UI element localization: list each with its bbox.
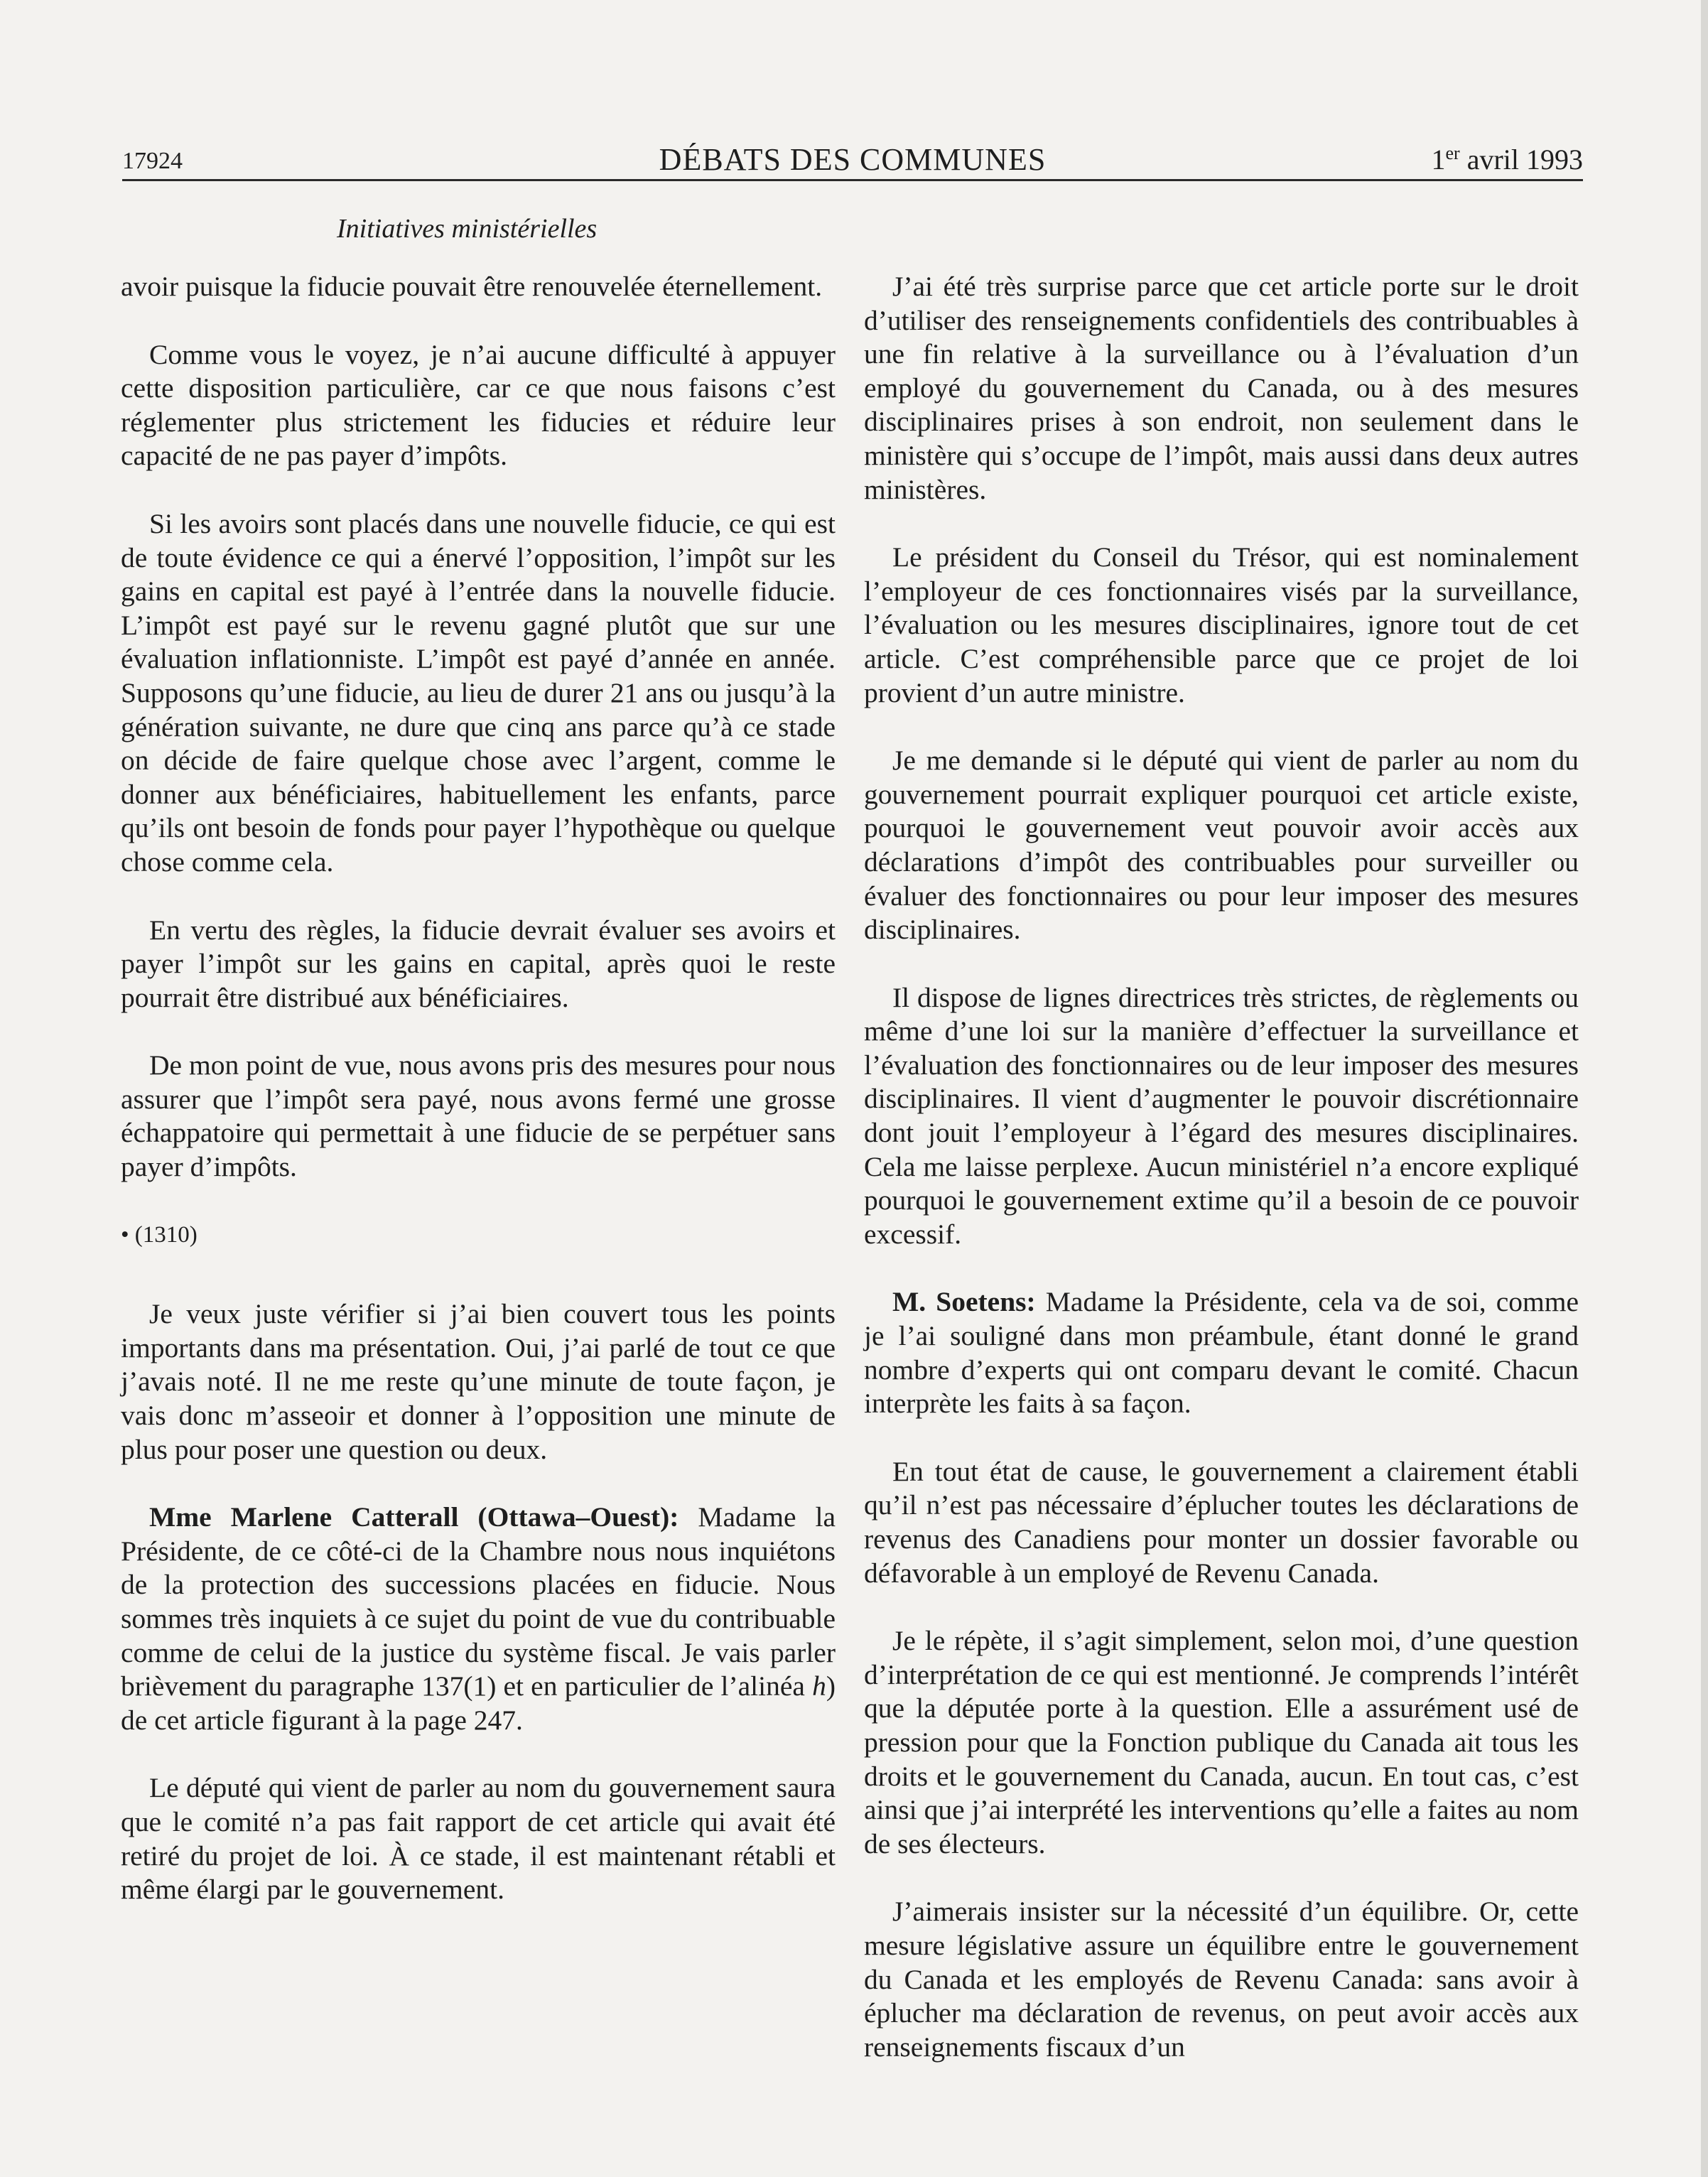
paragraph: Il dispose de lignes directrices très strictes, de règlements ou même d’une loi sur la manière d’effectuer la surveillance et l’évaluation des fonctionnaires ou de leur imposer des mesures disciplinaires. Il vient d’augmenter le pouvoir discrétionnaire dont jouit l’employeur à l’égard des mesures disciplinaires. Cela me laisse perplexe. Aucun ministériel n’a encore expliqué pourquoi le gouvernement extime qu’il a besoin de ce pouvoir excessif. [864, 981, 1579, 1250]
paragraph: J’aimerais insister sur la nécessité d’un équilibre. Or, cette mesure législative assure un équilibre entre le gouvernement du Canada et les employés de Revenu Canada: sans avoir à éplucher ma déclaration de revenus, on peut avoir accès aux renseignements fiscaux d’un [864, 1896, 1579, 2063]
page-number: 17924 [122, 148, 183, 174]
paragraph: Je veux juste vérifier si j’ai bien couvert tous les points importants dans ma présentation. Oui, j’ai parlé de tout ce que j’avais noté. Il ne me reste qu’une minute de toute façon, je vais donc m’asseoir et donner à l’opposition une minute de plus pour poser une question ou deux. [121, 1298, 836, 1465]
speaker-paragraph [121, 1501, 836, 1737]
paragraph: Je le répète, il s’agit simplement, selon moi, d’une question d’interprétation de ce qui est mentionné. Je comprends l’intérêt que la députée porte à la question. Elle a assurément usé de pression pour que la Fonction publique du Canada ait tous les droits et le gouvernement du Canada, aucun. En tout cas, c’est ainsi que j’ai interprété les interventions qu’elle a faites au nom de ses électeurs. [864, 1625, 1579, 1859]
speaker-paragraph [864, 1285, 1579, 1420]
page-header [122, 134, 1583, 181]
left-column [121, 270, 836, 1941]
speech-text: Madame la Présidente, cela va de soi, comme je l’ai souligné dans mon préambule, étant donné le grand nombre d’experts qui ont comparu devant le comité. Chacun interprète les faits à sa façon. [864, 1286, 1579, 1420]
right-column [864, 270, 1579, 2098]
paragraph: Le président du Conseil du Trésor, qui est nominalement l’employeur de ces fonctionnaires visés par la surveillance, l’évaluation ou les mesures disciplinaires, ignore tout de cet article. C’est compréhensible parce que ce projet de loi provient d’un autre ministre. [864, 541, 1579, 708]
paragraph: En vertu des règles, la fiducie devrait évaluer ses avoirs et payer l’impôt sur les gains en capital, après quoi le reste pourrait être distribué aux bénéficiaires. [121, 914, 836, 1013]
paragraph: Comme vous le voyez, je n’ai aucune difficulté à appuyer cette disposition particulière, car ce que nous faisons c’est réglementer plus strictement les fiducies et réduire leur capacité de ne pas payer d’impôts. [121, 338, 836, 472]
scan-edge [1701, 0, 1708, 2177]
paragraph: En tout état de cause, le gouvernement a clairement établi qu’il n’est pas nécessaire d’éplucher toutes les déclarations de revenus des Canadiens pour monter un dossier favorable ou défavorable à un employé de Revenu Canada. [864, 1455, 1579, 1589]
speaker-name: M. Soetens: [892, 1286, 1036, 1318]
publication-title: DÉBATS DES COMMUNES [659, 142, 1047, 177]
paragraph: De mon point de vue, nous avons pris des mesures pour nous assurer que l’impôt sera payé, nous avons fermé une grosse échappatoire qui permettait à une fiducie de se perpétuer sans payer d’impôts. [121, 1049, 836, 1183]
paragraph: avoir puisque la fiducie pouvait être renouvelée éternellement. [121, 271, 823, 302]
date-ordinal: er [1445, 143, 1460, 163]
date-day: 1 [1431, 144, 1446, 175]
paragraph: J’ai été très surprise parce que cet article porte sur le droit d’utiliser des renseignements confidentiels des contribuables à une fin relative à la surveillance ou à l’évaluation d’un employé du gouvernement du Canada, ou à des mesures disciplinaires prises à son endroit, non seulement dans le ministère qui s’occupe de l’impôt, mais aussi dans deux autres ministères. [864, 271, 1579, 505]
paragraph: Le député qui vient de parler au nom du gouvernement saura que le comité n’a pas fait rapport de cet article qui avait été retiré du projet de loi. À ce stade, il est maintenant rétabli et même élargi par le gouvernement. [121, 1772, 836, 1906]
speaker-name: Mme Marlene Catterall (Ottawa–Ouest): [149, 1501, 679, 1533]
time-marker: • (1310) [121, 1221, 198, 1248]
speech-text: Madame la Présidente, de ce côté-ci de la Chambre nous nous inquiétons de la protection des successions placées en fiducie. Nous sommes très inquiets à ce sujet du point de vue du contribuable comme de celui de la justice du système fiscal. Je vais parler brièvement du paragraphe 137(1) et en particulier de l’alinéa [121, 1501, 836, 1702]
page-date [1431, 143, 1583, 176]
date-month-year: avril 1993 [1459, 144, 1583, 175]
speech-text: ) de cet article figurant à la page 247. [121, 1670, 836, 1736]
subsection-letter: h [812, 1670, 826, 1702]
paragraph: Je me demande si le député qui vient de parler au nom du gouvernement pourrait expliquer pourquoi cet article existe, pourquoi le gouvernement veut pouvoir avoir accès aux déclarations d’impôt des contribuables pour surveiller ou évaluer des fonctionnaires ou pour leur imposer des mesures disciplinaires. [864, 745, 1579, 946]
section-title: Initiatives ministérielles [337, 214, 598, 244]
paragraph: Si les avoirs sont placés dans une nouvelle fiducie, ce qui est de toute évidence ce qui a énervé l’opposition, l’impôt sur les gains en capital est payé à l’entrée dans la nouvelle fiducie. L’impôt est payé sur le revenu gagné plutôt que sur une évaluation inflationniste. L’impôt est payé d’année en année. Supposons qu’une fiducie, au lieu de durer 21 ans ou jusqu’à la génération suivante, ne dure que cinq ans parce qu’à ce stade on décide de faire quelque chose avec l’argent, comme le donner aux bénéficiaires, habituellement les enfants, parce qu’ils ont besoin de fonds pour payer l’hypothèque ou quelque chose comme cela. [121, 507, 836, 877]
